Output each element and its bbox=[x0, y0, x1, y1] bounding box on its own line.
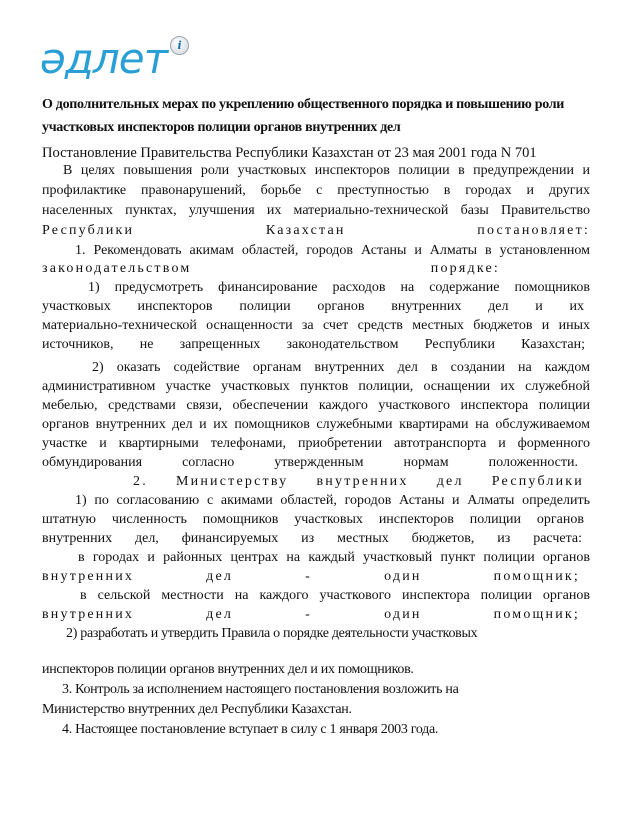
text-line: участковых инспекторов полиции органов внутренних дел и их bbox=[42, 299, 584, 314]
text-line: материально-технической оснащенности за счет средств местных бюджетов и иных bbox=[42, 318, 590, 333]
text-line: штатную численность помощников участковых инспекторов полиции органов bbox=[42, 512, 584, 527]
adilet-logo[interactable] bbox=[40, 36, 189, 86]
text-line: внутренних дел - один помощник; bbox=[42, 569, 580, 584]
text-line: в сельской местности на каждого участкового инспектора полиции органов bbox=[80, 588, 590, 603]
text-line: 2) разработать и утвердить Правила о порядке деятельности участковых bbox=[66, 626, 478, 641]
document-subtitle: Постановление Правительства Республики Казахстан от 23 мая 2001 года N 701 bbox=[42, 145, 537, 161]
text-line: Министерство внутренних дел Республики Казахстан. bbox=[42, 702, 352, 717]
text-line: источников, не запрещенных законодательством Республики Казахстан; bbox=[42, 337, 585, 352]
text-line: мебелью, средствами связи, обеспечении каждого участкового инспектора полиции bbox=[42, 398, 590, 413]
info-icon: i bbox=[170, 36, 189, 55]
text-line: В целях повышения роли участковых инспекторов полиции в предупреждении и bbox=[63, 163, 590, 178]
text-line: в городах и районных центрах на каждый участковый пункт полиции органов bbox=[78, 550, 590, 565]
text-line: 1) предусмотреть финансирование расходов на содержание помощников bbox=[88, 280, 590, 295]
text-line: органов внутренних дел и их помощников служебными квартирами на обслуживаемом bbox=[42, 417, 590, 432]
document-title: О дополнительных мерах по укреплению общественного порядка и повышению роли участковых инспекторов полиции органов внутренних дел bbox=[42, 97, 565, 135]
text-line: законодательством порядке: bbox=[42, 261, 500, 276]
text-line: обмундирования согласно утвержденным нормам положенности. bbox=[42, 455, 578, 470]
text-line: административном участке участковых пунктов полиции, оснащении их служебной bbox=[42, 379, 590, 394]
text-line: инспекторов полиции органов внутренних дел и их помощников. bbox=[42, 662, 414, 677]
text-line: участке и квартирными телефонами, приобретении автотранспорта и форменного bbox=[42, 436, 590, 451]
text-line: населенных пунктах, улучшения их материально-технической базы Правительство bbox=[42, 203, 590, 218]
text-line: 3. Контроль за исполнением настоящего постановления возложить на bbox=[62, 682, 459, 697]
text-line: 1. Рекомендовать акимам областей, городов Астаны и Алматы в установленном bbox=[75, 243, 590, 258]
text-line: Республики Казахстан постановляет: bbox=[42, 223, 590, 238]
text-line: 4. Настоящее постановление вступает в силу с 1 января 2003 года. bbox=[62, 722, 439, 737]
text-line: 2) оказать содействие органам внутренних дел в создании на каждом bbox=[92, 360, 590, 375]
logo-text: әдлет bbox=[40, 34, 168, 83]
text-line: внутренних дел, финансируемых из местных бюджетов, из расчета: bbox=[42, 531, 582, 546]
text-line: 2. Министерству внутренних дел Республики bbox=[133, 474, 584, 489]
text-line: 1) по согласованию с акимами областей, городов Астаны и Алматы определить bbox=[75, 493, 590, 508]
document-header bbox=[42, 93, 602, 162]
text-line: профилактике правонарушений, борьбе с преступностью в городах и других bbox=[42, 183, 590, 198]
text-line: внутренних дел - один помощник; bbox=[42, 607, 580, 622]
